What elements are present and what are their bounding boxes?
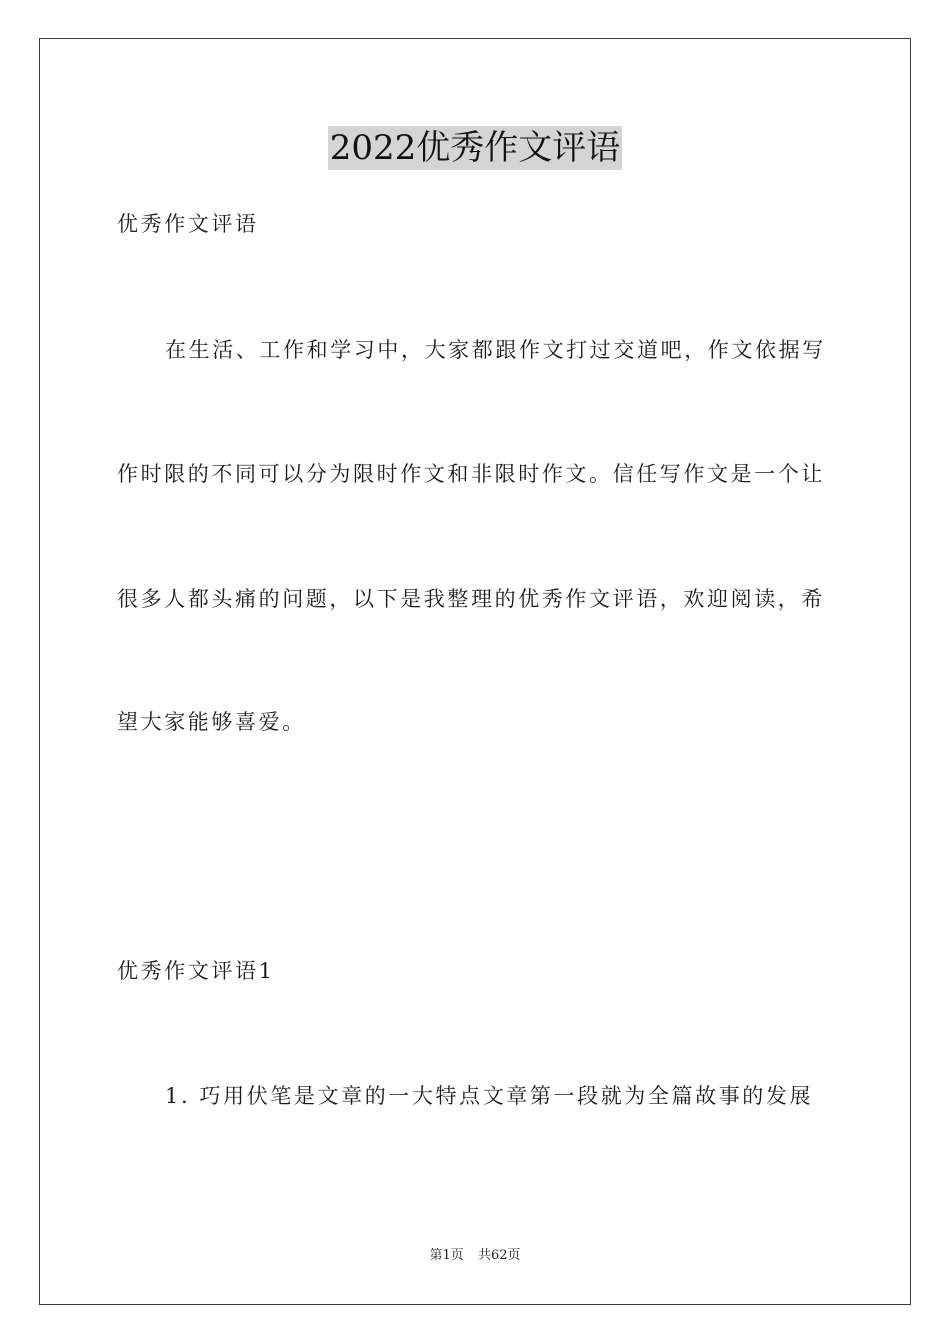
page-total: 共62页 [477,1248,521,1263]
intro-line-1: 在生活、工作和学习中，大家都跟作文打过交道吧，作文依据写 [165,338,826,362]
list-item: 1. 巧用伏笔是文章的一大特点文章第一段就为全篇故事的发展 [165,1084,814,1108]
intro-line-3: 很多人都头痛的问题，以下是我整理的优秀作文评语，欢迎阅读，希 [117,587,825,611]
intro-line-4: 望大家能够喜爱。 [117,710,306,734]
document-title: 2022优秀作文评语 [329,128,621,168]
page-footer [0,1247,950,1265]
intro-line-2: 作时限的不同可以分为限时作文和非限时作文。信任写作文是一个让 [117,462,825,486]
title-container [0,126,950,170]
section-heading: 优秀作文评语1 [117,959,275,983]
document-subtitle: 优秀作文评语 [117,212,259,236]
page-number: 第1页 [429,1248,464,1263]
